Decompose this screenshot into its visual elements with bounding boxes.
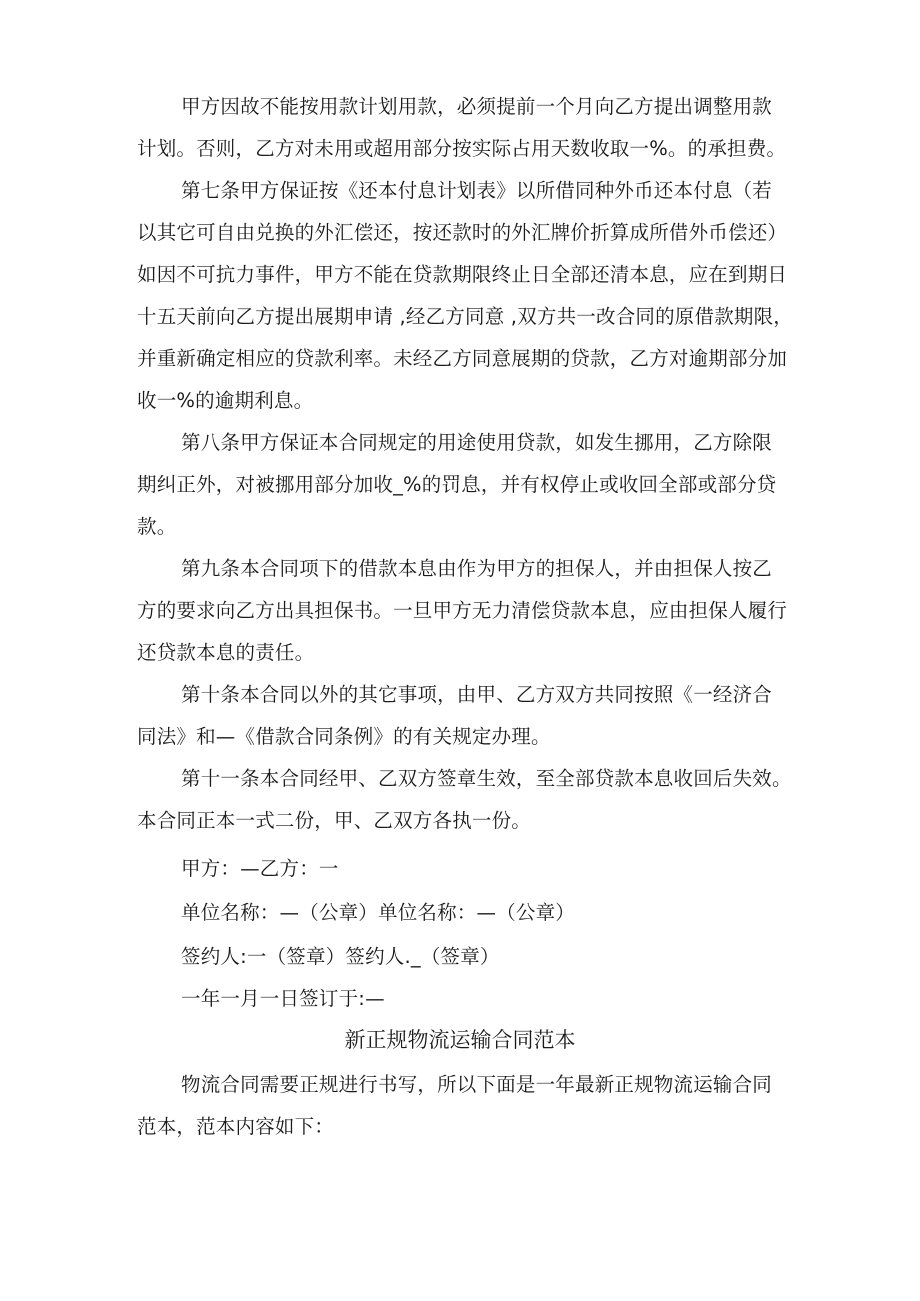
paragraph-article-9-line-2: 方的要求向乙方出具担保书。一旦甲方无力清偿贷款本息，应由担保人履行 — [137, 599, 788, 622]
section-title: 新正规物流运输合同范本 — [344, 1028, 576, 1052]
paragraph-article-8-line-3: 款。 — [137, 515, 177, 538]
signature-signers: 签约人:一（签章）签约人._（签章） — [181, 945, 500, 968]
paragraph-article-9-line-1: 第九条本合同项下的借款本息由作为甲方的担保人，并由担保人按乙 — [181, 557, 773, 580]
paragraph-article-10-line-1: 第十条本合同以外的其它事项，由甲、乙方双方共同按照《一经济合 — [181, 683, 773, 706]
paragraph-article-11-line-2: 本合同正本一式二份，甲、乙双方各执一份。 — [137, 809, 532, 832]
paragraph-article-7-line-4: 十五天前向乙方提出展期申请 ,经乙方同意 ,双方共一改合同的原借款期限， — [137, 305, 793, 328]
intro-line-2: 范本，范本内容如下： — [137, 1115, 335, 1138]
paragraph-article-7-line-5: 并重新确定相应的贷款利率。未经乙方同意展期的贷款，乙方对逾期部分加 — [137, 347, 788, 370]
signature-unit-names: 单位名称：—（公章）单位名称：—（公章） — [181, 901, 576, 924]
paragraph-article-11-line-1: 第十一条本合同经甲、乙双方签章生效，至全部贷款本息收回后失效。 — [181, 767, 792, 790]
paragraph-article-7-line-6: 收一%的逾期利息。 — [137, 389, 314, 412]
paragraph-article-9-line-3: 还贷款本息的责任。 — [137, 641, 315, 664]
paragraph-article-7-line-3: 如因不可抗力事件，甲方不能在贷款期限终止日全部还清本息，应在到期日 — [137, 263, 788, 286]
paragraph-adjust-plan-line-1: 甲方因故不能按用款计划用款，必须提前一个月向乙方提出调整用款 — [181, 95, 773, 118]
signature-parties: 甲方：—乙方：一 — [181, 857, 339, 880]
paragraph-article-10-line-2: 同法》和—《借款合同条例》的有关规定办理。 — [137, 725, 551, 748]
paragraph-adjust-plan-line-2: 计划。否则，乙方对未用或超用部分按实际占用天数收取一%。的承担费。 — [137, 137, 787, 160]
intro-line-1: 物流合同需要正规进行书写，所以下面是一年最新正规物流运输合同 — [181, 1073, 773, 1096]
paragraph-article-8-line-1: 第八条甲方保证本合同规定的用途使用贷款，如发生挪用，乙方除限 — [181, 431, 773, 454]
paragraph-article-7-line-1: 第七条甲方保证按《还本付息计划表》以所借同种外币还本付息（若 — [181, 179, 773, 202]
paragraph-article-8-line-2: 期纠正外，对被挪用部分加收_%的罚息，并有权停止或收回全部或部分贷 — [137, 473, 777, 496]
signature-date: 一年一月一日签订于:— — [181, 987, 385, 1010]
paragraph-article-7-line-2: 以其它可自由兑换的外汇偿还，按还款时的外汇牌价折算成所借外币偿还） — [137, 221, 788, 244]
